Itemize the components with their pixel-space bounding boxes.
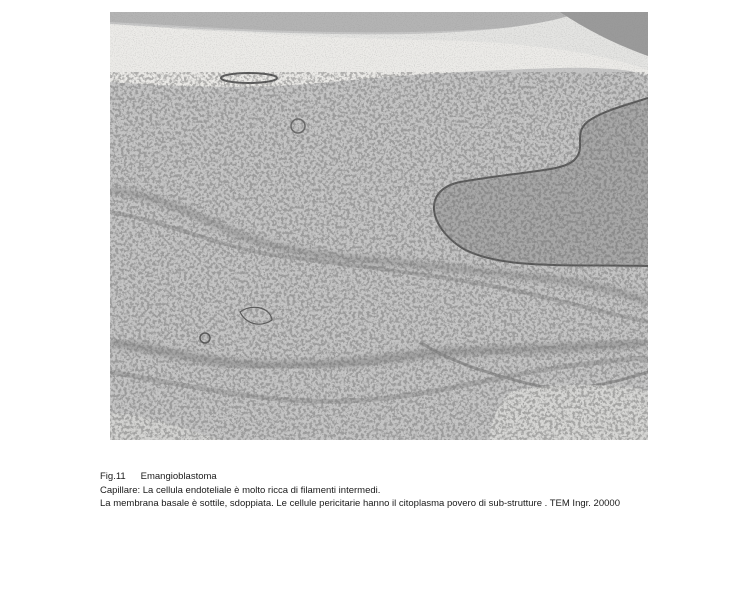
caption-line-1: Capillare: La cellula endoteliale è molto ricca di filamenti intermedi. [100,484,381,496]
tem-micrograph [110,12,648,440]
figure-label: Fig.11 [100,471,126,482]
figure-title: Emangioblastoma [140,471,217,482]
caption-line-2: La membrana basale è sottile, sdoppiata. Le cellule pericitarie hanno il citoplasma povero di sub-strutture . TEM Ingr. 20000 [100,498,620,509]
caption-title-row [100,470,720,484]
micrograph-image [110,12,648,440]
figure-caption [100,470,720,511]
